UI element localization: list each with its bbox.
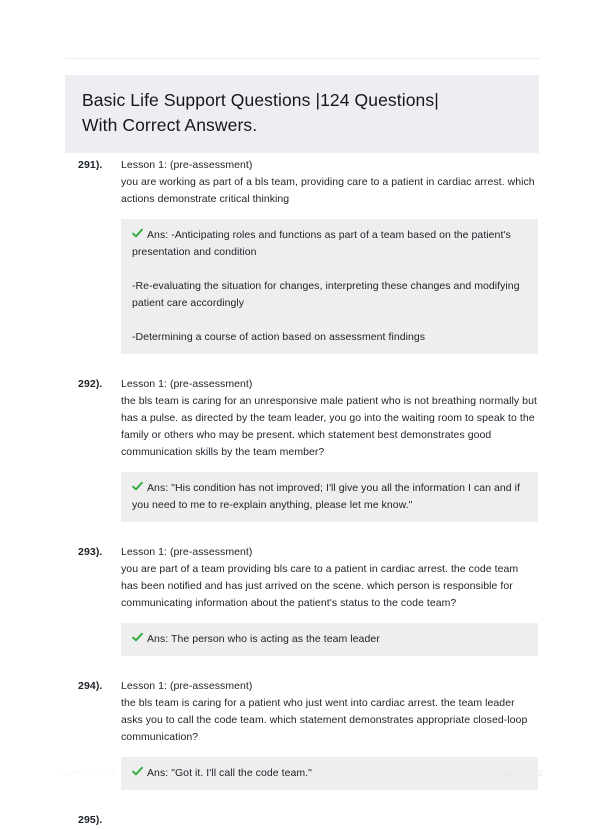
question-body <box>121 544 538 656</box>
question-spacer <box>0 522 606 544</box>
question-number: 294). <box>78 680 103 692</box>
question-item <box>0 157 606 354</box>
answer-line <box>132 480 527 514</box>
question-lesson: Lesson 1: (pre-assessment) <box>121 680 253 692</box>
question-lesson: Lesson 1: (pre-assessment) <box>121 378 253 390</box>
questions-list <box>0 157 606 826</box>
question-number: 295). <box>78 814 103 826</box>
answer-prefix: Ans: <box>147 767 169 779</box>
answer-line: -Re-evaluating the situation for changes, interpreting these changes and modifying patient care accordingly <box>132 280 520 309</box>
question-item <box>0 376 606 522</box>
question-item <box>0 544 606 656</box>
answer-line <box>132 631 527 648</box>
page-footer <box>0 760 606 800</box>
question-prompt: the bls team is caring for a patient who just went into cardiac arrest. the team leader asks you to call the code team. which statement demonstrates appropriate closed-loop communication? <box>121 697 528 743</box>
question-spacer <box>0 354 606 376</box>
answer-line: -Determining a course of action based on assessment findings <box>132 331 426 343</box>
footer-watermark: PaperStific.com <box>57 768 117 777</box>
question-number: 292). <box>78 378 103 390</box>
question-body <box>121 157 538 354</box>
answer-box <box>121 472 538 522</box>
footer-page-number: Page 1 of 22 <box>492 768 543 778</box>
answer-box <box>121 219 538 354</box>
question-spacer <box>0 656 606 678</box>
answer-prefix: Ans: <box>147 633 169 645</box>
answer-prefix: Ans: <box>147 482 169 494</box>
question-number: 291). <box>78 159 103 171</box>
answer-text: -Anticipating roles and functions as part of a team based on the patient's presentation and condition <box>132 229 511 258</box>
question-prompt: you are working as part of a bls team, providing care to a patient in cardiac arrest. which actions demonstrate critical thinking <box>121 176 535 205</box>
question-lesson: Lesson 1: (pre-assessment) <box>121 546 253 558</box>
answer-text: The person who is acting as the team leader <box>171 633 380 645</box>
answer-prefix: Ans: <box>147 229 169 241</box>
header-divider <box>65 58 540 59</box>
check-icon <box>132 228 143 239</box>
check-icon <box>132 481 143 492</box>
page-title <box>82 88 522 138</box>
answer-text: "His condition has not improved; I'll give you all the information I can and if you need to me to re-explain anything, please let me know." <box>132 482 520 511</box>
answer-text: "Got it. I'll call the code team." <box>171 767 312 779</box>
question-prompt: the bls team is caring for an unresponsive male patient who is not breathing normally but has a pulse. as directed by the team leader, you go into the waiting room to speak to the family or others who may be present. which statement best demonstrates good communication skills by the team member? <box>121 395 537 458</box>
answer-line <box>132 227 527 261</box>
document-title-block <box>65 75 539 153</box>
page-title-line-1: Basic Life Support Questions |124 Questions| <box>82 90 439 110</box>
page-title-line-2: With Correct Answers. <box>82 115 258 135</box>
answer-box <box>121 623 538 656</box>
question-lesson: Lesson 1: (pre-assessment) <box>121 159 253 171</box>
question-body <box>121 376 538 522</box>
check-icon <box>132 632 143 643</box>
question-prompt: you are part of a team providing bls care to a patient in cardiac arrest. the code team has been notified and has just arrived on the scene. which person is responsible for communicating information about the patient's status to the code team? <box>121 563 519 609</box>
question-number: 293). <box>78 546 103 558</box>
